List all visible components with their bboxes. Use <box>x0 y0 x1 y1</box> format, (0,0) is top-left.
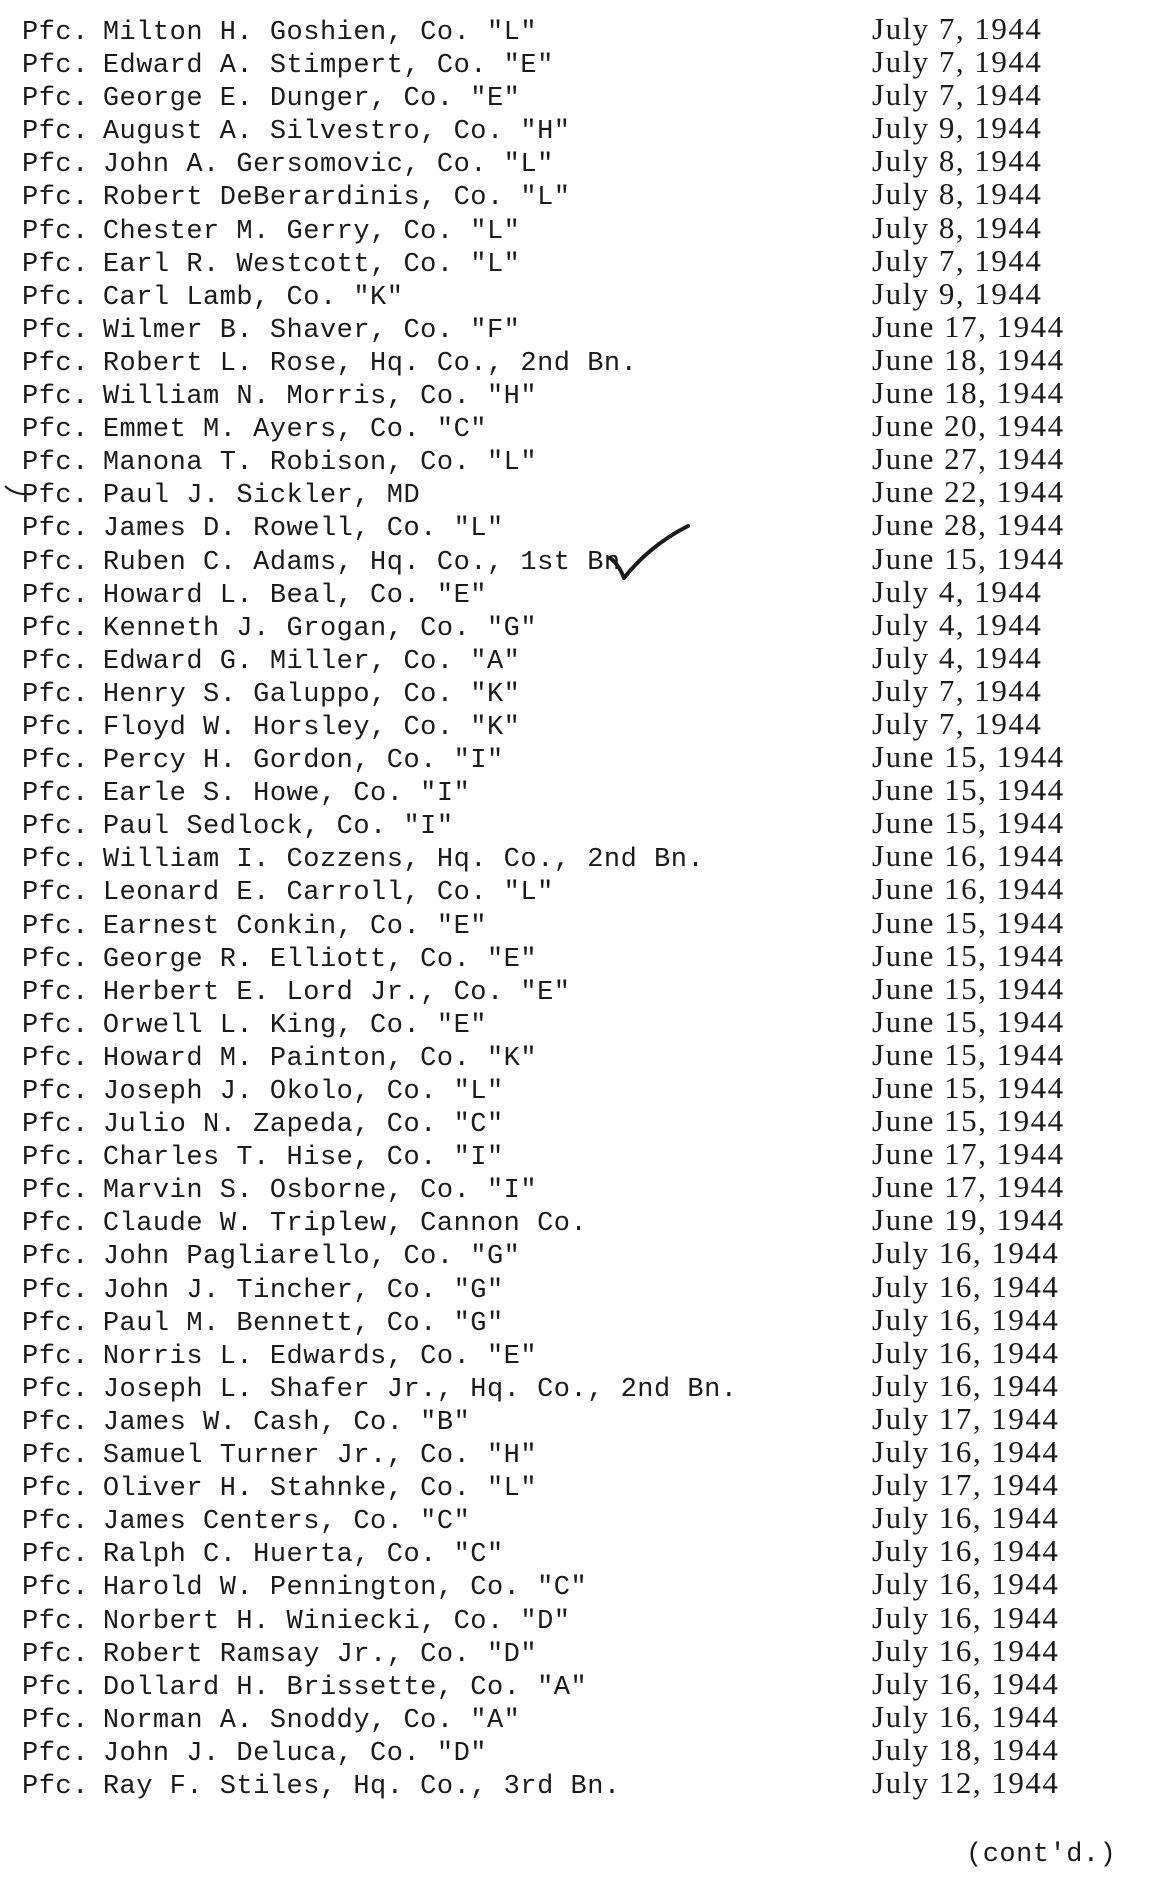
entry-date: July 16, 1944 <box>872 1665 1060 1701</box>
roster-entry <box>22 540 1132 578</box>
entry-date: July 16, 1944 <box>872 1500 1060 1536</box>
entry-date: June 16, 1944 <box>872 838 1065 874</box>
soldier-name-unit: George E. Dunger, Co. "E" <box>102 84 521 115</box>
soldier-name-unit: Percy H. Gordon, Co. "I" <box>102 746 504 777</box>
roster-entry <box>22 739 1132 777</box>
soldier-rank: Pfc. <box>22 117 89 148</box>
soldier-rank: Pfc. <box>22 547 89 578</box>
entry-date: July 4, 1944 <box>872 639 1043 675</box>
entry-date: June 15, 1944 <box>872 1070 1065 1105</box>
margin-pen-stroke <box>4 484 34 496</box>
soldier-info <box>22 1639 537 1672</box>
checkmark-icon <box>608 524 690 584</box>
entry-date: July 16, 1944 <box>872 1235 1060 1271</box>
soldier-rank: Pfc. <box>22 580 89 611</box>
roster-entry <box>22 904 1132 942</box>
soldier-name-unit: Joseph J. Okolo, Co. "L" <box>102 1077 504 1107</box>
entry-date: July 7, 1944 <box>872 242 1043 278</box>
roster-entry <box>22 143 1132 181</box>
soldier-name-unit: Floyd W. Horsley, Co. "K" <box>102 712 521 743</box>
entry-date: June 15, 1944 <box>872 1036 1065 1072</box>
roster-entry <box>22 705 1132 743</box>
entry-date: June 18, 1944 <box>872 375 1065 411</box>
soldier-rank: Pfc. <box>22 1738 89 1769</box>
soldier-name-unit: Milton H. Goshien, Co. "L" <box>102 18 538 48</box>
soldier-name-unit: John A. Gersomovic, Co. "L" <box>102 150 554 181</box>
casualty-roster <box>22 11 1132 1802</box>
roster-entry <box>22 242 1132 280</box>
soldier-rank: Pfc. <box>22 1639 89 1670</box>
soldier-rank: Pfc. <box>22 1441 89 1472</box>
soldier-info <box>22 1539 504 1572</box>
soldier-name-unit: Claude W. Triplew, Cannon Co. <box>102 1209 588 1240</box>
soldier-info <box>22 679 520 712</box>
roster-entry <box>22 1533 1132 1571</box>
soldier-name-unit: Wilmer B. Shaver, Co. "F" <box>102 315 521 346</box>
soldier-rank: Pfc. <box>22 1308 89 1339</box>
soldier-info <box>22 414 487 447</box>
soldier-info <box>22 149 554 182</box>
soldier-name-unit: James D. Rowell, Co. "L" <box>102 514 504 545</box>
soldier-info <box>22 480 420 513</box>
soldier-name-unit: George R. Elliott, Co. "E" <box>102 944 538 975</box>
soldier-rank: Pfc. <box>22 51 89 82</box>
soldier-info <box>22 1771 621 1804</box>
soldier-info <box>22 1175 537 1208</box>
soldier-name-unit: Joseph L. Shafer Jr., Hq. Co., 2nd Bn. <box>102 1374 738 1405</box>
soldier-rank: Pfc. <box>22 646 89 677</box>
soldier-info <box>22 1374 738 1407</box>
entry-date: June 17, 1944 <box>872 1136 1065 1172</box>
entry-date: July 16, 1944 <box>872 1599 1060 1635</box>
soldier-rank: Pfc. <box>22 348 89 379</box>
soldier-name-unit: Robert L. Rose, Hq. Co., 2nd Bn. <box>102 348 638 379</box>
entry-date: June 16, 1944 <box>872 871 1065 907</box>
soldier-rank: Pfc. <box>22 1043 89 1074</box>
roster-entry <box>22 176 1132 214</box>
roster-entry <box>22 639 1132 677</box>
entry-date: July 7, 1944 <box>872 77 1043 113</box>
soldier-name-unit: Dollard H. Brissette, Co. "A" <box>102 1672 588 1703</box>
soldier-info <box>22 17 537 50</box>
soldier-name-unit: James W. Cash, Co. "B" <box>102 1407 471 1438</box>
soldier-name-unit: Marvin S. Osborne, Co. "I" <box>102 1176 538 1207</box>
roster-entry <box>22 1003 1132 1041</box>
soldier-rank: Pfc. <box>22 282 89 313</box>
roster-entry <box>22 11 1132 48</box>
entry-date: June 15, 1944 <box>872 739 1065 775</box>
roster-entry <box>22 474 1132 512</box>
entry-date: July 16, 1944 <box>872 1268 1060 1304</box>
soldier-info <box>22 1672 587 1705</box>
soldier-name-unit: Norris L. Edwards, Co. "E" <box>102 1341 538 1372</box>
soldier-rank: Pfc. <box>22 382 89 413</box>
soldier-rank: Pfc. <box>22 1275 89 1306</box>
entry-date: June 15, 1944 <box>872 937 1065 973</box>
soldier-info <box>22 1473 537 1506</box>
soldier-info <box>22 1506 470 1539</box>
roster-entry <box>22 209 1132 247</box>
roster-entry <box>22 1731 1132 1769</box>
soldier-rank: Pfc. <box>22 150 89 181</box>
roster-entry <box>22 970 1132 1008</box>
soldier-rank: Pfc. <box>22 1705 89 1736</box>
soldier-rank: Pfc. <box>22 712 89 743</box>
soldier-name-unit: Edward A. Stimpert, Co. "E" <box>102 51 554 82</box>
soldier-rank: Pfc. <box>22 1374 89 1405</box>
roster-entry <box>22 1632 1132 1670</box>
soldier-info <box>22 381 537 414</box>
soldier-name-unit: Edward G. Miller, Co. "A" <box>102 646 521 677</box>
roster-entry <box>22 1665 1132 1703</box>
soldier-info <box>22 1341 537 1374</box>
entry-date: July 17, 1944 <box>872 1400 1060 1436</box>
entry-date: July 16, 1944 <box>872 1566 1060 1602</box>
roster-entry <box>22 1434 1132 1472</box>
soldier-info <box>22 1705 520 1738</box>
soldier-info <box>22 778 470 811</box>
roster-entry <box>22 1202 1132 1240</box>
soldier-name-unit: James Centers, Co. "C" <box>102 1507 471 1538</box>
soldier-name-unit: Howard L. Beal, Co. "E" <box>102 580 487 611</box>
entry-date: June 15, 1944 <box>872 540 1065 576</box>
soldier-info <box>22 1010 487 1043</box>
soldier-info <box>22 646 520 679</box>
soldier-name-unit: Samuel Turner Jr., Co. "H" <box>102 1441 538 1472</box>
soldier-rank: Pfc. <box>22 1407 89 1438</box>
soldier-name-unit: Paul Sedlock, Co. "I" <box>102 812 454 843</box>
soldier-rank: Pfc. <box>22 216 89 247</box>
soldier-name-unit: Robert Ramsay Jr., Co. "D" <box>102 1639 538 1670</box>
soldier-info <box>22 1308 504 1341</box>
soldier-rank: Pfc. <box>22 613 89 644</box>
entry-date: July 9, 1944 <box>872 275 1043 311</box>
soldier-name-unit: Leonard E. Carroll, Co. "L" <box>102 878 554 909</box>
soldier-rank: Pfc. <box>22 415 89 446</box>
soldier-name-unit: Emmet M. Ayers, Co. "C" <box>102 415 487 446</box>
roster-entry <box>22 341 1132 379</box>
soldier-rank: Pfc. <box>22 514 89 545</box>
soldier-info <box>22 216 520 249</box>
soldier-rank: Pfc. <box>22 1110 89 1141</box>
soldier-rank: Pfc. <box>22 878 89 909</box>
soldier-name-unit: Manona T. Robison, Co. "L" <box>102 448 538 479</box>
roster-entry <box>22 606 1132 644</box>
soldier-name-unit: William N. Morris, Co. "H" <box>102 382 538 413</box>
entry-date: July 16, 1944 <box>872 1301 1060 1337</box>
entry-date: June 15, 1944 <box>872 1003 1065 1039</box>
roster-entry <box>22 507 1132 545</box>
soldier-info <box>22 977 571 1010</box>
roster-entry <box>22 1268 1132 1306</box>
entry-date: June 18, 1944 <box>872 341 1065 377</box>
soldier-rank: Pfc. <box>22 1242 89 1273</box>
roster-entry <box>22 1136 1132 1174</box>
soldier-info <box>22 580 487 613</box>
soldier-name-unit: Henry S. Galuppo, Co. "K" <box>102 679 521 710</box>
entry-date: July 16, 1944 <box>872 1334 1060 1370</box>
entry-date: July 7, 1944 <box>872 44 1043 80</box>
soldier-rank: Pfc. <box>22 18 89 48</box>
roster-entry <box>22 1169 1132 1207</box>
soldier-rank: Pfc. <box>22 812 89 843</box>
soldier-rank: Pfc. <box>22 1672 89 1703</box>
soldier-info <box>22 811 454 844</box>
soldier-name-unit: Paul J. Sickler, MD <box>102 481 421 512</box>
soldier-rank: Pfc. <box>22 183 89 214</box>
soldier-rank: Pfc. <box>22 481 89 512</box>
soldier-info <box>22 182 571 215</box>
roster-entry <box>22 1367 1132 1405</box>
soldier-name-unit: Kenneth J. Grogan, Co. "G" <box>102 613 538 644</box>
soldier-info <box>22 447 537 480</box>
entry-date: June 15, 1944 <box>872 904 1065 940</box>
soldier-rank: Pfc. <box>22 911 89 942</box>
entry-date: July 16, 1944 <box>872 1533 1060 1569</box>
entry-date: June 20, 1944 <box>872 408 1065 444</box>
soldier-name-unit: Earle S. Howe, Co. "I" <box>102 779 471 810</box>
soldier-rank: Pfc. <box>22 779 89 810</box>
roster-entry <box>22 1103 1132 1141</box>
soldier-rank: Pfc. <box>22 1010 89 1041</box>
roster-entry <box>22 672 1132 710</box>
entry-date: June 19, 1944 <box>872 1202 1065 1238</box>
soldier-name-unit: Norbert H. Winiecki, Co. "D" <box>102 1606 571 1637</box>
soldier-info <box>22 1440 537 1473</box>
soldier-name-unit: Herbert E. Lord Jr., Co. "E" <box>102 977 571 1008</box>
entry-date: July 9, 1944 <box>872 110 1043 146</box>
roster-entry <box>22 1334 1132 1372</box>
roster-entry <box>22 937 1132 975</box>
entry-date: July 7, 1944 <box>872 11 1043 46</box>
roster-entry <box>22 1764 1132 1802</box>
soldier-info <box>22 1407 470 1440</box>
roster-entry <box>22 408 1132 446</box>
roster-entry <box>22 110 1132 148</box>
soldier-info <box>22 745 504 778</box>
soldier-info <box>22 712 520 745</box>
soldier-info <box>22 1043 537 1076</box>
entry-date: July 16, 1944 <box>872 1434 1060 1470</box>
soldier-info <box>22 1076 504 1109</box>
soldier-name-unit: Oliver H. Stahnke, Co. "L" <box>102 1474 538 1505</box>
soldier-name-unit: Earl R. Westcott, Co. "L" <box>102 249 521 280</box>
entry-date: July 12, 1944 <box>872 1764 1060 1800</box>
entry-date: June 15, 1944 <box>872 970 1065 1006</box>
soldier-info <box>22 944 537 977</box>
soldier-name-unit: Earnest Conkin, Co. "E" <box>102 911 487 942</box>
roster-entry <box>22 805 1132 843</box>
entry-date: July 17, 1944 <box>872 1467 1060 1503</box>
soldier-rank: Pfc. <box>22 1771 89 1802</box>
entry-date: July 8, 1944 <box>872 209 1043 245</box>
soldier-rank: Pfc. <box>22 1176 89 1207</box>
roster-entry <box>22 772 1132 810</box>
soldier-rank: Pfc. <box>22 1077 89 1107</box>
soldier-name-unit: Julio N. Zapeda, Co. "C" <box>102 1110 504 1141</box>
entry-date: June 15, 1944 <box>872 805 1065 841</box>
soldier-name-unit: Orwell L. King, Co. "E" <box>102 1010 487 1041</box>
soldier-name-unit: Carl Lamb, Co. "K" <box>102 282 404 313</box>
entry-date: June 15, 1944 <box>872 772 1065 808</box>
roster-entry <box>22 1467 1132 1505</box>
soldier-name-unit: August A. Silvestro, Co. "H" <box>102 117 571 148</box>
soldier-name-unit: Ruben C. Adams, Hq. Co., 1st Bn <box>102 547 621 578</box>
soldier-info <box>22 83 520 116</box>
soldier-info <box>22 50 554 83</box>
entry-date: July 7, 1944 <box>872 705 1043 741</box>
roster-entry <box>22 1036 1132 1074</box>
entry-date: July 4, 1944 <box>872 606 1043 642</box>
entry-date: July 8, 1944 <box>872 143 1043 179</box>
entry-date: July 7, 1944 <box>872 672 1043 708</box>
roster-entry <box>22 275 1132 313</box>
soldier-name-unit: John J. Tincher, Co. "G" <box>102 1275 504 1306</box>
entry-date: June 22, 1944 <box>872 474 1065 510</box>
entry-date: July 16, 1944 <box>872 1632 1060 1668</box>
entry-date: June 17, 1944 <box>872 308 1065 344</box>
soldier-info <box>22 315 520 348</box>
soldier-rank: Pfc. <box>22 1540 89 1571</box>
entry-date: July 18, 1944 <box>872 1731 1060 1767</box>
soldier-info <box>22 1142 504 1175</box>
roster-entry <box>22 1566 1132 1604</box>
soldier-rank: Pfc. <box>22 1209 89 1240</box>
entry-date: July 8, 1944 <box>872 176 1043 212</box>
soldier-info <box>22 249 520 282</box>
soldier-rank: Pfc. <box>22 448 89 479</box>
soldier-name-unit: Robert DeBerardinis, Co. "L" <box>102 183 571 214</box>
roster-entry <box>22 838 1132 876</box>
soldier-name-unit: Ralph C. Huerta, Co. "C" <box>102 1540 504 1571</box>
soldier-name-unit: Ray F. Stiles, Hq. Co., 3rd Bn. <box>102 1771 621 1802</box>
soldier-rank: Pfc. <box>22 249 89 280</box>
soldier-info <box>22 116 571 149</box>
soldier-info <box>22 613 537 646</box>
soldier-info <box>22 513 504 546</box>
roster-entry <box>22 1500 1132 1538</box>
soldier-name-unit: John Pagliarello, Co. "G" <box>102 1242 521 1273</box>
soldier-rank: Pfc. <box>22 1573 89 1604</box>
soldier-info <box>22 1208 587 1241</box>
soldier-name-unit: Chester M. Gerry, Co. "L" <box>102 216 521 247</box>
soldier-info <box>22 877 554 910</box>
soldier-info <box>22 282 403 315</box>
roster-entry <box>22 441 1132 479</box>
soldier-name-unit: John J. Deluca, Co. "D" <box>102 1738 487 1769</box>
roster-entry <box>22 1070 1132 1107</box>
roster-entry <box>22 77 1132 115</box>
soldier-rank: Pfc. <box>22 845 89 876</box>
roster-entry <box>22 1301 1132 1339</box>
soldier-info <box>22 1241 520 1274</box>
roster-entry <box>22 308 1132 346</box>
soldier-rank: Pfc. <box>22 1606 89 1637</box>
soldier-name-unit: Harold W. Pennington, Co. "C" <box>102 1573 588 1604</box>
entry-date: July 4, 1944 <box>872 573 1043 609</box>
continued-note: (cont'd.) <box>966 1840 1117 1870</box>
soldier-name-unit: Norman A. Snoddy, Co. "A" <box>102 1705 521 1736</box>
soldier-rank: Pfc. <box>22 1143 89 1174</box>
entry-date: July 16, 1944 <box>872 1367 1060 1403</box>
soldier-name-unit: William I. Cozzens, Hq. Co., 2nd Bn. <box>102 845 705 876</box>
roster-entry <box>22 44 1132 82</box>
soldier-rank: Pfc. <box>22 746 89 777</box>
soldier-info <box>22 1738 487 1771</box>
soldier-info <box>22 1275 504 1308</box>
entry-date: June 17, 1944 <box>872 1169 1065 1205</box>
entry-date: June 15, 1944 <box>872 1103 1065 1139</box>
soldier-rank: Pfc. <box>22 315 89 346</box>
soldier-info <box>22 844 704 877</box>
soldier-rank: Pfc. <box>22 1341 89 1372</box>
soldier-info <box>22 1606 571 1639</box>
entry-date: June 27, 1944 <box>872 441 1065 477</box>
soldier-rank: Pfc. <box>22 679 89 710</box>
soldier-rank: Pfc. <box>22 1474 89 1505</box>
soldier-rank: Pfc. <box>22 1507 89 1538</box>
soldier-rank: Pfc. <box>22 84 89 115</box>
soldier-name-unit: Charles T. Hise, Co. "I" <box>102 1143 504 1174</box>
soldier-info <box>22 911 487 944</box>
soldier-info <box>22 348 637 381</box>
soldier-rank: Pfc. <box>22 977 89 1008</box>
entry-date: June 28, 1944 <box>872 507 1065 543</box>
soldier-info <box>22 1572 587 1605</box>
soldier-rank: Pfc. <box>22 944 89 975</box>
soldier-name-unit: Paul M. Bennett, Co. "G" <box>102 1308 504 1339</box>
soldier-name-unit: Howard M. Painton, Co. "K" <box>102 1043 538 1074</box>
soldier-info <box>22 1109 504 1142</box>
entry-date: July 16, 1944 <box>872 1698 1060 1734</box>
soldier-info <box>22 547 621 580</box>
